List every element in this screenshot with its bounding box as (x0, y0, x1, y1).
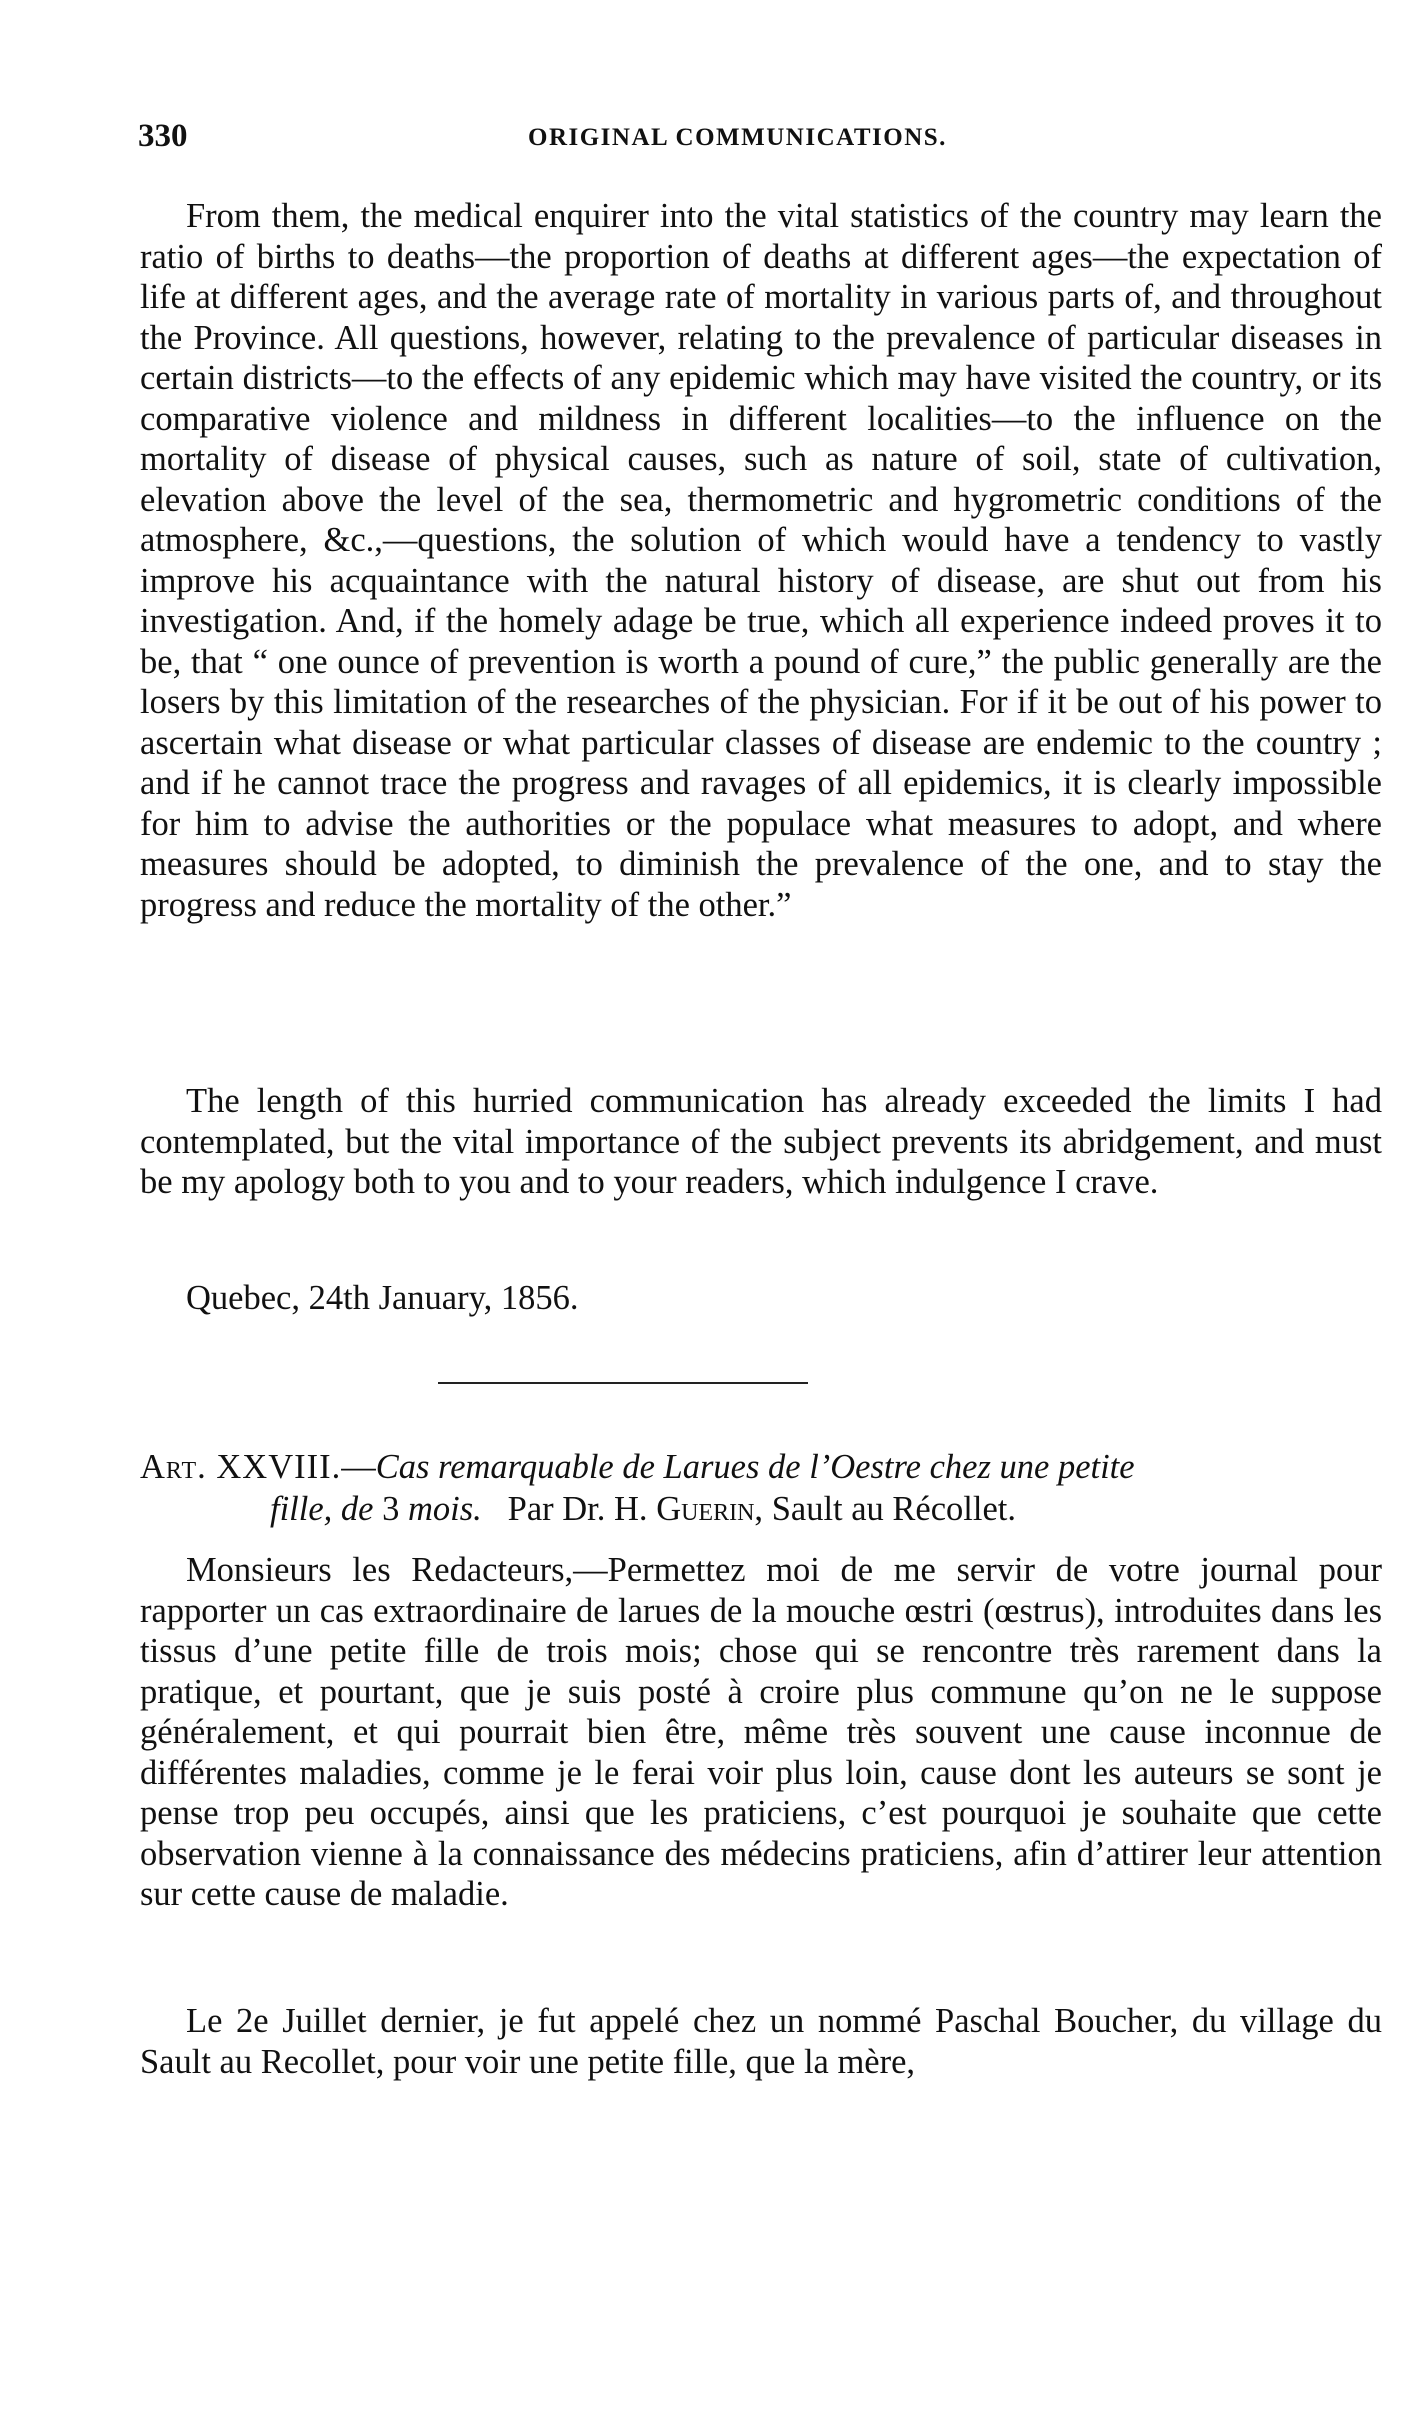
dateline: Quebec, 24th January, 1856. (186, 1279, 579, 1317)
article-label: Art. XXVIII. (140, 1448, 342, 1486)
running-title: ORIGINAL COMMUNICATIONS. (528, 124, 947, 151)
article-text-2 (140, 2001, 1382, 2090)
page-number: 330 (138, 118, 188, 154)
paragraph-closing: The length of this hurried communication has already exceeded the limits I had contemplated, but the vital importance of the subject prevents its abridgement, and must be my apology both to you and to your readers, which indulgence I crave. (140, 1082, 1382, 1201)
article-age-unit: mois. (407, 1490, 482, 1528)
body-text-2 (140, 1081, 1382, 1211)
running-head (138, 118, 1388, 158)
article-by-prefix: Par Dr. H. (507, 1490, 648, 1528)
paragraph-salutation: Monsieurs les Redacteurs,—Permettez moi de me servir de votre journal pour rapporter un cas extraordinaire de larues de la mouche œstri (œstrus), introduites dans les tissus d’une petite fille de trois mois; chose qui se rencontre très rarement dans la pratique, et pourtant, que je suis posté à croire plus commune qu’on ne le suppose généralement, et qui pourrait bien être, même très souvent une cause inconnue de différentes maladies, comme je le ferai voir plus loin, cause dont les auteurs se sont je pense trop peu occupés, ainsi que les praticiens, c’est pourquoi je souhaite que cette observation vienne à la connaissance des médecins praticiens, afin d’attirer leur attention sur cette cause de maladie. (140, 1551, 1382, 1913)
section-divider (438, 1382, 808, 1384)
article-author: Guerin, (656, 1490, 764, 1528)
article-age-number: 3 (382, 1490, 400, 1528)
article-title-part2: fille, de (270, 1490, 374, 1528)
article-dash: — (341, 1448, 376, 1486)
article-title-part1: Cas remarquable de Larues de l’Oestre chez une petite (375, 1448, 1135, 1486)
body-text-1 (140, 196, 1382, 933)
article-heading-line2 (140, 1488, 1382, 1530)
paragraph-statistics: From them, the medical enquirer into the vital statistics of the country may learn the ratio of births to deaths—the proportion of deaths at different ages—the expectation of life at different ages, and the average rate of mortality in various parts of, and throughout the Province. All questions, however, relating to the prevalence of particular diseases in certain districts—to the effects of any epidemic which may have visited the country, or its comparative violence and mildness in different localities—to the influence on the mortality of disease of physical causes, such as nature of soil, state of cultivation, elevation above the level of the sea, thermometric and hygrometric conditions of the atmosphere, &c.,—questions, the solution of which would have a tendency to vastly improve his acquaintance with the natural history of disease, are shut out from his investigation. And, if the homely adage be true, which all experience indeed proves it to be, that “ one ounce of prevention is worth a pound of cure,” the public generally are the losers by this limitation of the researches of the physician. For if it be out of his power to ascertain what disease or what particular classes of disease are endemic to the country ; and if he cannot trace the progress and ravages of all epidemics, it is clearly impossible for him to advise the authorities or the populace what measures to adopt, and where measures should be adopted, to diminish the prevalence of the one, and to stay the progress and reduce the mortality of the other.” (140, 197, 1382, 924)
paragraph-case-start: Le 2e Juillet dernier, je fut appelé chez un nommé Paschal Boucher, du village du Sault au Recollet, pour voir une petite fille, que la mère, (140, 2002, 1382, 2081)
article-text-1 (140, 1550, 1382, 1923)
article-location: Sault au Récollet. (771, 1490, 1017, 1528)
article-heading (140, 1446, 1382, 1530)
